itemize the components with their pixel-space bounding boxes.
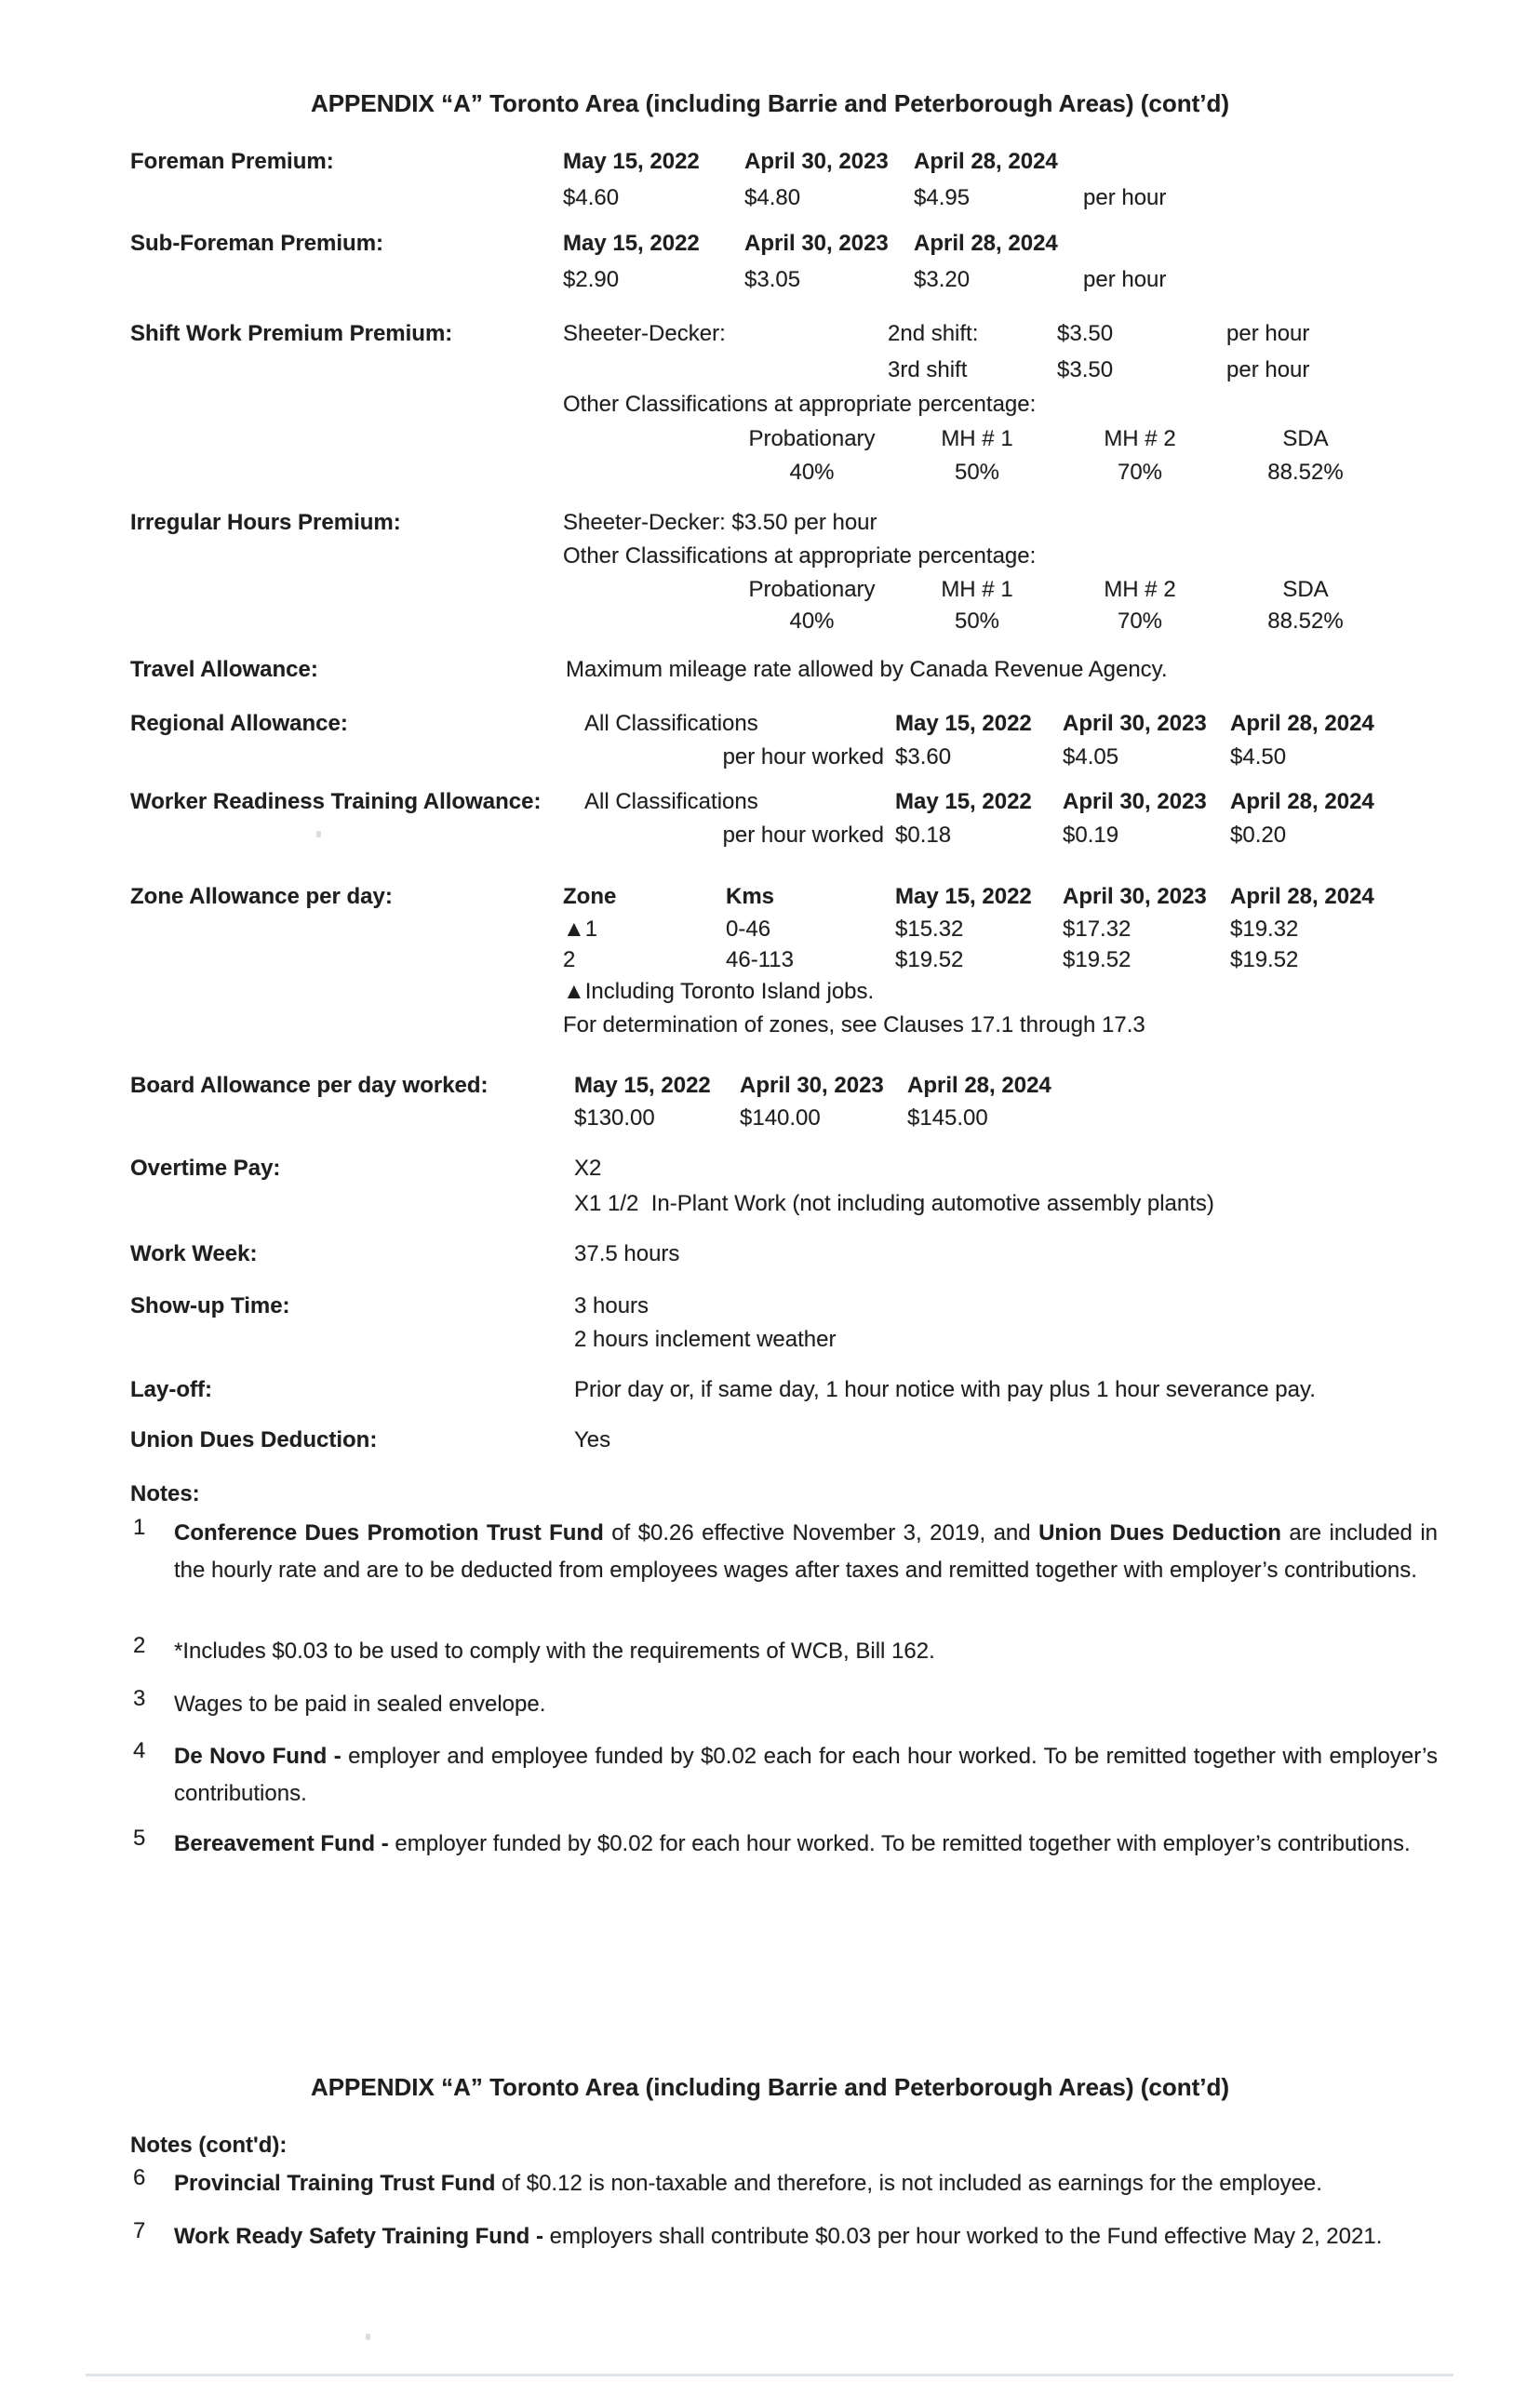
note-6-bold-1: Provincial Training Trust Fund xyxy=(174,2171,496,2196)
regional-rate-1: $3.60 xyxy=(895,744,952,769)
notes-heading: Notes: xyxy=(130,1481,200,1506)
show-up-line1: 3 hours xyxy=(574,1293,649,1318)
overtime-line2: X1 1/2 In-Plant Work (not including automotive assembly plants) xyxy=(574,1191,1214,1216)
note-5-segment-1: employer funded by $0.02 for each hour worked. To be remitted together with employer’s contributions. xyxy=(388,1831,1411,1856)
sub-foreman-rate-2: $3.05 xyxy=(744,267,801,292)
irregular-class-value-mh1: 50% xyxy=(954,609,1000,634)
travel-allowance-text: Maximum mileage rate allowed by Canada Revenue Agency. xyxy=(566,657,1168,682)
board-date-3: April 28, 2024 xyxy=(907,1073,1051,1098)
worker-readiness-rate-1: $0.18 xyxy=(895,823,952,848)
page-title-continued: APPENDIX “A” Toronto Area (including Barrie and Peterborough Areas) (cont’d) xyxy=(310,2073,1230,2101)
zone-date-2: April 30, 2023 xyxy=(1063,884,1207,909)
scan-speck xyxy=(366,2334,370,2340)
note-5-bold-1: Bereavement Fund - xyxy=(174,1831,389,1856)
note-7-segment-1: employers shall contribute $0.03 per hour worked to the Fund effective May 2, 2021. xyxy=(542,2224,1383,2249)
sub-foreman-date-2: April 30, 2023 xyxy=(744,231,889,256)
shift-2nd-unit: per hour xyxy=(1226,321,1310,346)
worker-readiness-date-2: April 30, 2023 xyxy=(1063,789,1207,814)
work-week-text: 37.5 hours xyxy=(574,1241,680,1266)
board-rate-2: $140.00 xyxy=(740,1105,821,1131)
note-7-text xyxy=(174,2218,1438,2255)
shift-work-premium-label: Shift Work Premium Premium: xyxy=(130,321,453,346)
foreman-premium-label: Foreman Premium: xyxy=(130,149,334,174)
irregular-hours-label: Irregular Hours Premium: xyxy=(130,510,401,535)
note-1-segment-1: of $0.26 effective November 3, 2019, and xyxy=(603,1520,1039,1546)
note-7-bold-1: Work Ready Safety Training Fund - xyxy=(174,2224,543,2249)
regional-allowance-label: Regional Allowance: xyxy=(130,711,348,736)
worker-readiness-classification: All Classifications xyxy=(584,789,758,814)
worker-readiness-per-hour-worked: per hour worked xyxy=(722,823,884,848)
overtime-pay-label: Overtime Pay: xyxy=(130,1156,281,1181)
union-dues-text: Yes xyxy=(574,1427,611,1452)
show-up-time-label: Show-up Time: xyxy=(130,1293,290,1318)
note-2-number: 2 xyxy=(133,1633,146,1658)
zone-col-header: Zone xyxy=(563,884,617,909)
shift-class-header-mh2: MH # 2 xyxy=(1104,426,1176,451)
show-up-line2: 2 hours inclement weather xyxy=(574,1327,837,1352)
board-date-2: April 30, 2023 xyxy=(740,1073,884,1098)
shift-3rd-rate: $3.50 xyxy=(1057,357,1114,382)
note-3-text xyxy=(174,1686,1438,1723)
zone-row1-zone: ▲1 xyxy=(563,917,598,942)
sub-foreman-date-3: April 28, 2024 xyxy=(914,231,1058,256)
zone-allowance-label: Zone Allowance per day: xyxy=(130,884,393,909)
shift-2nd-label: 2nd shift: xyxy=(888,321,979,346)
zone-row1-kms: 0-46 xyxy=(726,917,771,942)
irregular-class-value-probationary: 40% xyxy=(789,609,835,634)
shift-class-header-mh1: MH # 1 xyxy=(941,426,1013,451)
board-rate-3: $145.00 xyxy=(907,1105,988,1131)
irregular-other-classifications: Other Classifications at appropriate percentage: xyxy=(563,543,1037,569)
foreman-unit: per hour xyxy=(1083,185,1167,210)
note-1-text xyxy=(174,1515,1438,1589)
note-6-segment-1: of $0.12 is non-taxable and therefore, is not included as earnings for the employee. xyxy=(495,2171,1322,2196)
regional-rate-2: $4.05 xyxy=(1063,744,1119,769)
notes-continued-heading: Notes (cont'd): xyxy=(130,2133,288,2158)
irregular-class-header-sda: SDA xyxy=(1282,577,1329,602)
note-6-text xyxy=(174,2165,1438,2202)
note-1-bold-2: Union Dues Deduction xyxy=(1038,1520,1281,1546)
note-2-text xyxy=(174,1633,1438,1670)
regional-date-2: April 30, 2023 xyxy=(1063,711,1207,736)
zone-row2-zone: 2 xyxy=(563,947,576,972)
foreman-rate-2: $4.80 xyxy=(744,185,801,210)
shift-3rd-unit: per hour xyxy=(1226,357,1310,382)
zone-row2-kms: 46-113 xyxy=(726,947,794,972)
note-7-number: 7 xyxy=(133,2218,146,2243)
note-4-number: 4 xyxy=(133,1738,146,1763)
regional-date-1: May 15, 2022 xyxy=(895,711,1032,736)
worker-readiness-date-3: April 28, 2024 xyxy=(1230,789,1374,814)
shift-work-classification: Sheeter-Decker: xyxy=(563,321,726,346)
zone-row1-rate-2: $17.32 xyxy=(1063,917,1132,942)
foreman-rate-1: $4.60 xyxy=(563,185,620,210)
page-title: APPENDIX “A” Toronto Area (including Barrie and Peterborough Areas) (cont’d) xyxy=(310,89,1230,117)
foreman-rate-3: $4.95 xyxy=(914,185,971,210)
work-week-label: Work Week: xyxy=(130,1241,258,1266)
irregular-class-value-sda: 88.52% xyxy=(1267,609,1344,634)
shift-class-header-probationary: Probationary xyxy=(748,426,876,451)
sub-foreman-premium-label: Sub-Foreman Premium: xyxy=(130,231,384,256)
zone-footnote-clauses: For determination of zones, see Clauses 17.1 through 17.3 xyxy=(563,1012,1145,1037)
zone-row2-rate-3: $19.52 xyxy=(1230,947,1299,972)
shift-other-classifications: Other Classifications at appropriate percentage: xyxy=(563,392,1037,417)
zone-row2-rate-2: $19.52 xyxy=(1063,947,1132,972)
lay-off-text: Prior day or, if same day, 1 hour notice with pay plus 1 hour severance pay. xyxy=(574,1377,1316,1402)
note-1-number: 1 xyxy=(133,1515,146,1540)
shift-3rd-label: 3rd shift xyxy=(888,357,968,382)
irregular-class-header-probationary: Probationary xyxy=(748,577,876,602)
note-5-number: 5 xyxy=(133,1826,146,1851)
shift-class-header-sda: SDA xyxy=(1282,426,1329,451)
note-3-number: 3 xyxy=(133,1686,146,1711)
zone-row1-rate-1: $15.32 xyxy=(895,917,964,942)
scan-speck xyxy=(316,831,321,837)
regional-per-hour-worked: per hour worked xyxy=(722,744,884,769)
worker-readiness-rate-2: $0.19 xyxy=(1063,823,1119,848)
irregular-class-header-mh1: MH # 1 xyxy=(941,577,1013,602)
overtime-line1: X2 xyxy=(574,1156,602,1181)
regional-rate-3: $4.50 xyxy=(1230,744,1287,769)
regional-classification: All Classifications xyxy=(584,711,758,736)
note-1-bold-1: Conference Dues Promotion Trust Fund xyxy=(174,1520,604,1546)
zone-date-3: April 28, 2024 xyxy=(1230,884,1374,909)
note-5-text xyxy=(174,1826,1438,1863)
scan-edge-line xyxy=(86,2374,1453,2376)
note-4-bold-1: De Novo Fund - xyxy=(174,1744,341,1769)
shift-class-value-mh1: 50% xyxy=(954,460,1000,485)
regional-date-3: April 28, 2024 xyxy=(1230,711,1374,736)
note-6-number: 6 xyxy=(133,2165,146,2190)
shift-class-value-sda: 88.52% xyxy=(1267,460,1344,485)
irregular-class-header-mh2: MH # 2 xyxy=(1104,577,1176,602)
note-2-segment-1: *Includes $0.03 to be used to comply with the requirements of WCB, Bill 162. xyxy=(174,1639,935,1664)
foreman-date-1: May 15, 2022 xyxy=(563,149,700,174)
kms-col-header: Kms xyxy=(726,884,775,909)
zone-date-1: May 15, 2022 xyxy=(895,884,1032,909)
irregular-sheeter-line: Sheeter-Decker: $3.50 per hour xyxy=(563,510,877,535)
worker-readiness-label: Worker Readiness Training Allowance: xyxy=(130,789,542,814)
note-4-text xyxy=(174,1738,1438,1813)
sub-foreman-rate-1: $2.90 xyxy=(563,267,620,292)
sub-foreman-date-1: May 15, 2022 xyxy=(563,231,700,256)
sub-foreman-unit: per hour xyxy=(1083,267,1167,292)
note-1-segment-2: are included in the hourly rate and are to be deducted from employees wages after taxes and remitted together with employer’s contributions. xyxy=(174,1520,1439,1583)
foreman-date-3: April 28, 2024 xyxy=(914,149,1058,174)
travel-allowance-label: Travel Allowance: xyxy=(130,657,318,682)
zone-footnote-island: ▲Including Toronto Island jobs. xyxy=(563,979,875,1004)
shift-class-value-mh2: 70% xyxy=(1117,460,1163,485)
worker-readiness-date-1: May 15, 2022 xyxy=(895,789,1032,814)
worker-readiness-rate-3: $0.20 xyxy=(1230,823,1287,848)
lay-off-label: Lay-off: xyxy=(130,1377,212,1402)
shift-class-value-probationary: 40% xyxy=(789,460,835,485)
board-allowance-label: Board Allowance per day worked: xyxy=(130,1073,489,1098)
sub-foreman-rate-3: $3.20 xyxy=(914,267,971,292)
zone-row1-rate-3: $19.32 xyxy=(1230,917,1299,942)
zone-row2-rate-1: $19.52 xyxy=(895,947,964,972)
irregular-class-value-mh2: 70% xyxy=(1117,609,1163,634)
note-4-segment-1: employer and employee funded by $0.02 each for each hour worked. To be remitted together with employer’s contributions. xyxy=(174,1744,1438,1806)
board-rate-1: $130.00 xyxy=(574,1105,655,1131)
union-dues-label: Union Dues Deduction: xyxy=(130,1427,378,1452)
shift-2nd-rate: $3.50 xyxy=(1057,321,1114,346)
board-date-1: May 15, 2022 xyxy=(574,1073,711,1098)
foreman-date-2: April 30, 2023 xyxy=(744,149,889,174)
note-3-segment-1: Wages to be paid in sealed envelope. xyxy=(174,1692,546,1717)
